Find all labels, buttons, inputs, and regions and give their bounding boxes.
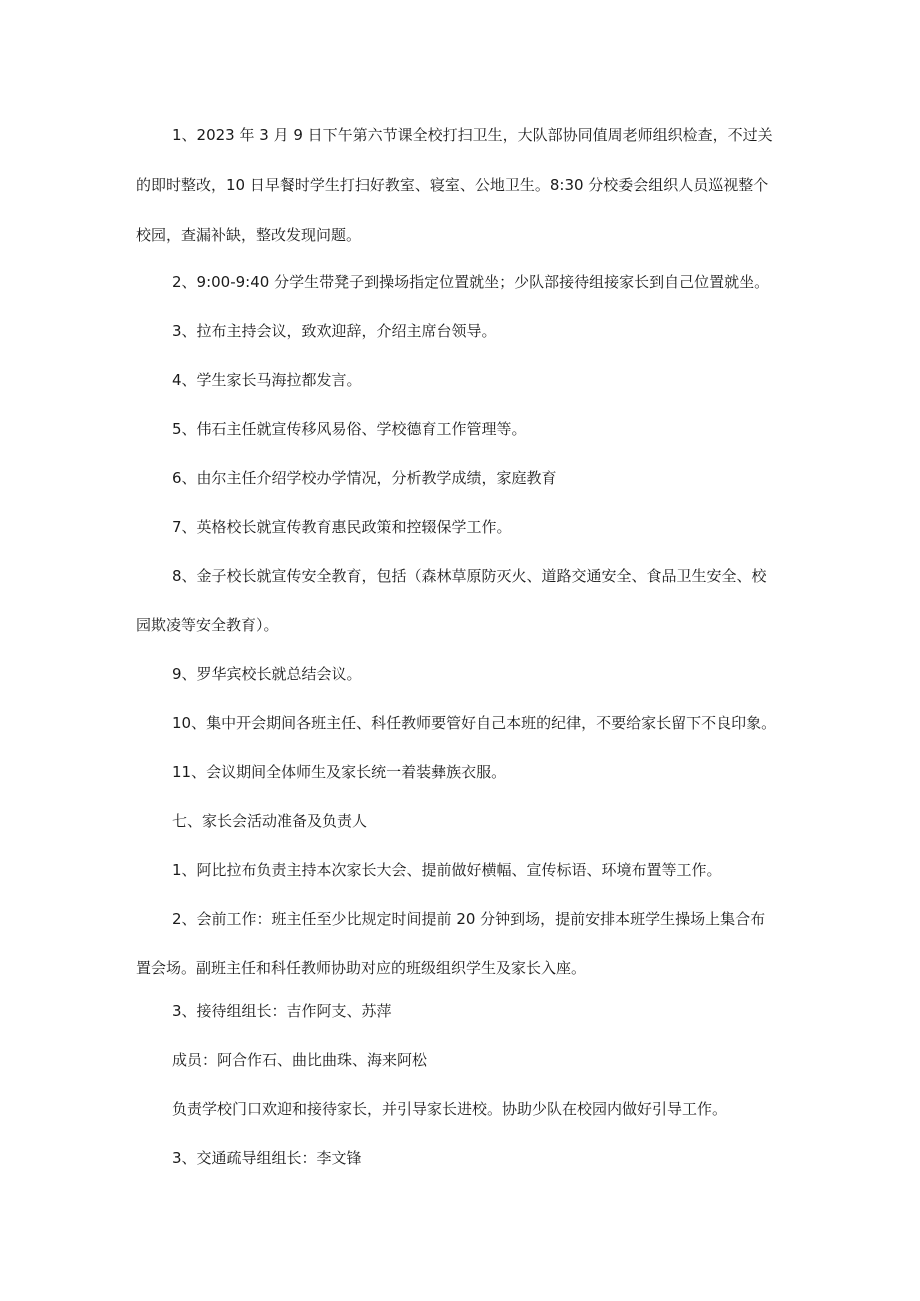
paragraph-3: 3、拉布主持会议，致欢迎辞，介绍主席台领导。 (172, 322, 497, 340)
prep-item-3-members: 成员：阿合作石、曲比曲珠、海来阿松 (172, 1051, 428, 1069)
paragraph-9: 9、罗华宾校长就总结会议。 (172, 665, 362, 683)
paragraph-8-line-2: 园欺凌等安全教育）。 (136, 616, 279, 634)
prep-item-1: 1、阿比拉布负责主持本次家长大会、提前做好横幅、宣传标语、环境布置等工作。 (172, 861, 722, 879)
section-heading-7: 七、家长会活动准备及负责人 (172, 812, 368, 830)
paragraph-6: 6、由尔主任介绍学校办学情况，分析教学成绩，家庭教育 (172, 469, 557, 487)
paragraph-8-line-1: 8、金子校长就宣传安全教育，包括（森林草原防灭火、道路交通安全、食品卫生安全、校 (172, 567, 767, 585)
paragraph-2: 2、9:00-9:40 分学生带凳子到操场指定位置就坐；少队部接待组接家长到自己位置就坐。 (172, 273, 770, 291)
paragraph-1-line-1: 1、2023 年 3 月 9 日下午第六节课全校打扫卫生，大队部协同值周老师组织检查，不过关 (172, 126, 773, 144)
paragraph-11: 11、会议期间全体师生及家长统一着装彝族衣服。 (172, 763, 507, 781)
prep-item-2-line-2: 置会场。副班主任和科任教师协助对应的班级组织学生及家长入座。 (136, 959, 587, 977)
paragraph-4: 4、学生家长马海拉都发言。 (172, 371, 362, 389)
paragraph-1-line-2: 的即时整改，10 日早餐时学生打扫好教室、寝室、公地卫生。8:30 分校委会组织人员巡视整个 (136, 176, 769, 194)
prep-item-3-duty: 负责学校门口欢迎和接待家长，并引导家长进校。协助少队在校园内做好引导工作。 (172, 1100, 728, 1118)
prep-item-2-line-1: 2、会前工作：班主任至少比规定时间提前 20 分钟到场，提前安排本班学生操场上集合布 (172, 910, 766, 928)
paragraph-1-line-3: 校园，查漏补缺，整改发现问题。 (136, 226, 362, 244)
paragraph-10: 10、集中开会期间各班主任、科任教师要管好自己本班的纪律，不要给家长留下不良印象。 (172, 714, 777, 732)
paragraph-5: 5、伟石主任就宣传移风易俗、学校德育工作管理等。 (172, 420, 527, 438)
prep-item-3-leader: 3、接待组组长：吉作阿支、苏萍 (172, 1002, 392, 1020)
prep-item-traffic-leader: 3、交通疏导组组长：李文锋 (172, 1149, 362, 1167)
paragraph-7: 7、英格校长就宣传教育惠民政策和控辍保学工作。 (172, 518, 512, 536)
